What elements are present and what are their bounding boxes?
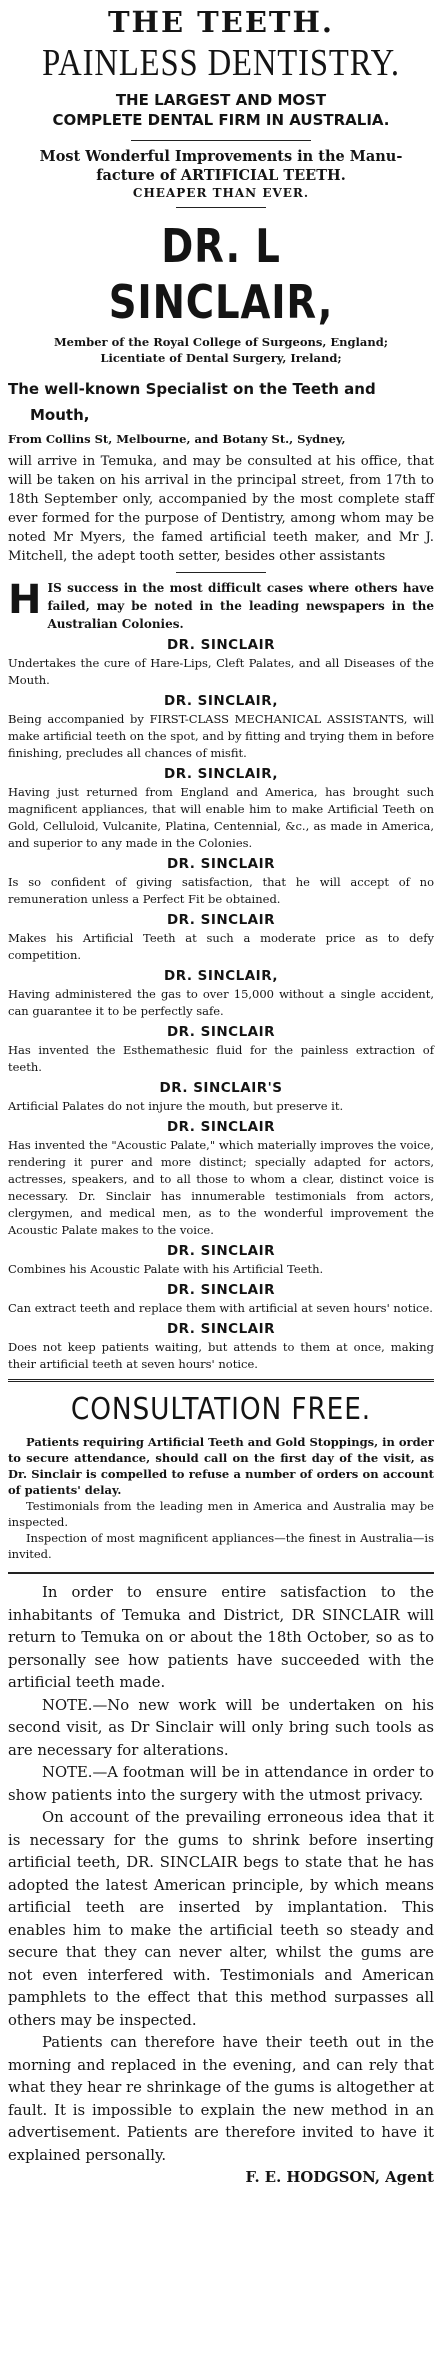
return-paragraph-3: Patients can therefore have their teeth out in the morning and replaced in the evening, and can rely that what they hear re shrinkage of the gums is altogether at fault. It is impossible to explain the new method in an advertisement. Patients are therefore invited to have it explained personally.	[8, 2034, 434, 2164]
drop-cap: H	[8, 579, 42, 623]
improvements-line-2: facture of ARTIFICIAL TEETH.	[96, 167, 346, 184]
specialist-line-1: The well-known Specialist on the Teeth and	[8, 380, 376, 398]
section-body: Is so confident of giving satisfaction, that he will accept of no remuneration unless a Perfect Fit be obtained.	[8, 875, 434, 906]
divider	[176, 207, 266, 208]
section-heading: DR. SINCLAIR	[166, 1119, 276, 1135]
section-body: Can extract teeth and replace them with artificial at seven hours' notice.	[8, 1301, 433, 1315]
section-heading: DR. SINCLAIR	[166, 637, 276, 653]
page-subtitle: PAINLESS DENTISTRY.	[42, 42, 400, 84]
doctor-heading	[8, 218, 434, 366]
section-heading: DR. SINCLAIR,	[164, 693, 278, 709]
specialist-line-2: Mouth,	[30, 406, 90, 424]
cheaper-line: CHEAPER THAN EVER.	[132, 186, 310, 200]
consultation-paragraph-2: Testimonials from the leading men in America and Australia may be inspected.	[8, 1499, 434, 1529]
improvements-line-1: Most Wonderful Improvements in the Manu-	[39, 148, 403, 165]
section-heading: DR. SINCLAIR	[166, 1321, 276, 1337]
page-title: THE TEETH.	[107, 5, 335, 39]
tagline-line-2: COMPLETE DENTAL FIRM IN AUSTRALIA.	[52, 111, 390, 129]
success-block	[8, 579, 434, 633]
section-body: Undertakes the cure of Hare-Lips, Cleft Palates, and all Diseases of the Mouth.	[8, 656, 434, 687]
section-body: Does not keep patients waiting, but attends to them at once, making their artificial teeth at seven hours' notice.	[8, 1340, 434, 1371]
return-notice	[8, 1572, 434, 2189]
divider	[8, 1379, 434, 1382]
section-body: Has invented the Esthemathesic fluid for the painless extraction of teeth.	[8, 1043, 434, 1074]
from-address: From Collins St, Melbourne, and Botany St., Sydney,	[8, 432, 346, 446]
section-heading: DR. SINCLAIR	[166, 1243, 276, 1259]
consultation-paragraph-3: Inspection of most magnificent appliances—the finest in Australia—is invited.	[8, 1531, 434, 1561]
section-body: Combines his Acoustic Palate with his Artificial Teeth.	[8, 1262, 324, 1276]
section-heading: DR. SINCLAIR	[166, 856, 276, 872]
tagline-line-1: THE LARGEST AND MOST	[115, 91, 327, 109]
header	[8, 4, 434, 208]
arrival-paragraph: will arrive in Temuka, and may be consulted at his office, that will be taken on his arrival in the principal street, from 17th to 18th September only, accompanied by the most complete staff ever formed for the purpose of Dentistry, among whom may be noted Mr Myers, the famed artificial teeth maker, and Mr J. Mitchell, the adept tooth setter, besides other assistants	[8, 454, 434, 564]
membership-line-2: Licentiate of Dental Surgery, Ireland;	[100, 351, 342, 365]
section-body: Artificial Palates do not injure the mouth, but preserve it.	[8, 1099, 344, 1113]
membership-line-1: Member of the Royal College of Surgeons, England;	[53, 335, 389, 349]
section-heading: DR. SINCLAIR,	[164, 968, 278, 984]
success-paragraph: IS success in the most difficult cases where others have failed, may be noted in the leading newspapers in the Australian Colonies.	[47, 581, 434, 631]
section-heading: DR. SINCLAIR'S	[159, 1080, 283, 1096]
signature: F. E. HODGSON, Agent	[245, 2169, 434, 2186]
section-body: Being accompanied by FIRST-CLASS MECHANICAL ASSISTANTS, will make artificial teeth on the spot, and by fitting and trying them in before finishing, precludes all chances of misfit.	[8, 712, 434, 760]
divider	[131, 140, 311, 141]
section-heading: DR. SINCLAIR,	[164, 766, 278, 782]
sections-list	[8, 635, 434, 1373]
return-paragraph-2: On account of the prevailing erroneous idea that it is necessary for the gums to shrink before inserting artificial teeth, DR. SINCLAIR begs to state that he has adopted the latest American principle, by which means artificial teeth are inserted by implantation. This enables him to make the artificial teeth so steady and secure that they can never alter, whilst the gums are not even interfered with. Testimonials and American pamphlets to the effect that this method surpasses all others may be inspected.	[8, 1809, 434, 2029]
section-heading: DR. SINCLAIR	[166, 1024, 276, 1040]
consultation-paragraph-1: Patients requiring Artificial Teeth and Gold Stoppings, in order to secure attendance, should call on the first day of the visit, as Dr. Sinclair is compelled to refuse a number of orders on account of patients' delay.	[8, 1435, 434, 1497]
section-body: Having administered the gas to over 15,000 without a single accident, can guarantee it to be perfectly safe.	[8, 987, 434, 1018]
section-heading: DR. SINCLAIR	[166, 912, 276, 928]
section-body: Having just returned from England and America, has brought such magnificent appliances, that will enable him to make Artificial Teeth on Gold, Celluloid, Vulcanite, Platina, Centennial, &c., as made in America, and superior to any made in the Colonies.	[8, 785, 434, 850]
section-body: Has invented the "Acoustic Palate," which materially improves the voice, rendering it purer and more distinct; specially adapted for actors, actresses, speakers, and to all those to whom a clear, distinct voice is necessary. Dr. Sinclair has innumerable testimonials from actors, clergymen, and medical men, as to the wonderful improvement the Acoustic Palate makes to the voice.	[8, 1138, 434, 1237]
note-1: NOTE.—No new work will be undertaken on his second visit, as Dr Sinclair will only bring such tools as are necessary for alterations.	[8, 1696, 434, 1759]
note-2: NOTE.—A footman will be in attendance in order to show patients into the surgery with the utmost privacy.	[8, 1764, 434, 1804]
section-body: Makes his Artificial Teeth at such a moderate price as to defy competition.	[8, 931, 434, 962]
consultation-title: CONSULTATION FREE.	[70, 1392, 372, 1427]
section-heading: DR. SINCLAIR	[166, 1282, 276, 1298]
doctor-name: DR. L SINCLAIR,	[108, 219, 334, 329]
divider	[176, 572, 266, 573]
return-paragraph-1: In order to ensure entire satisfaction to the inhabitants of Temuka and District, DR SINCLAIR will return to Temuka on or about the 18th October, so as to personally see how patients have succeeded with the artificial teeth made.	[8, 1584, 434, 1691]
